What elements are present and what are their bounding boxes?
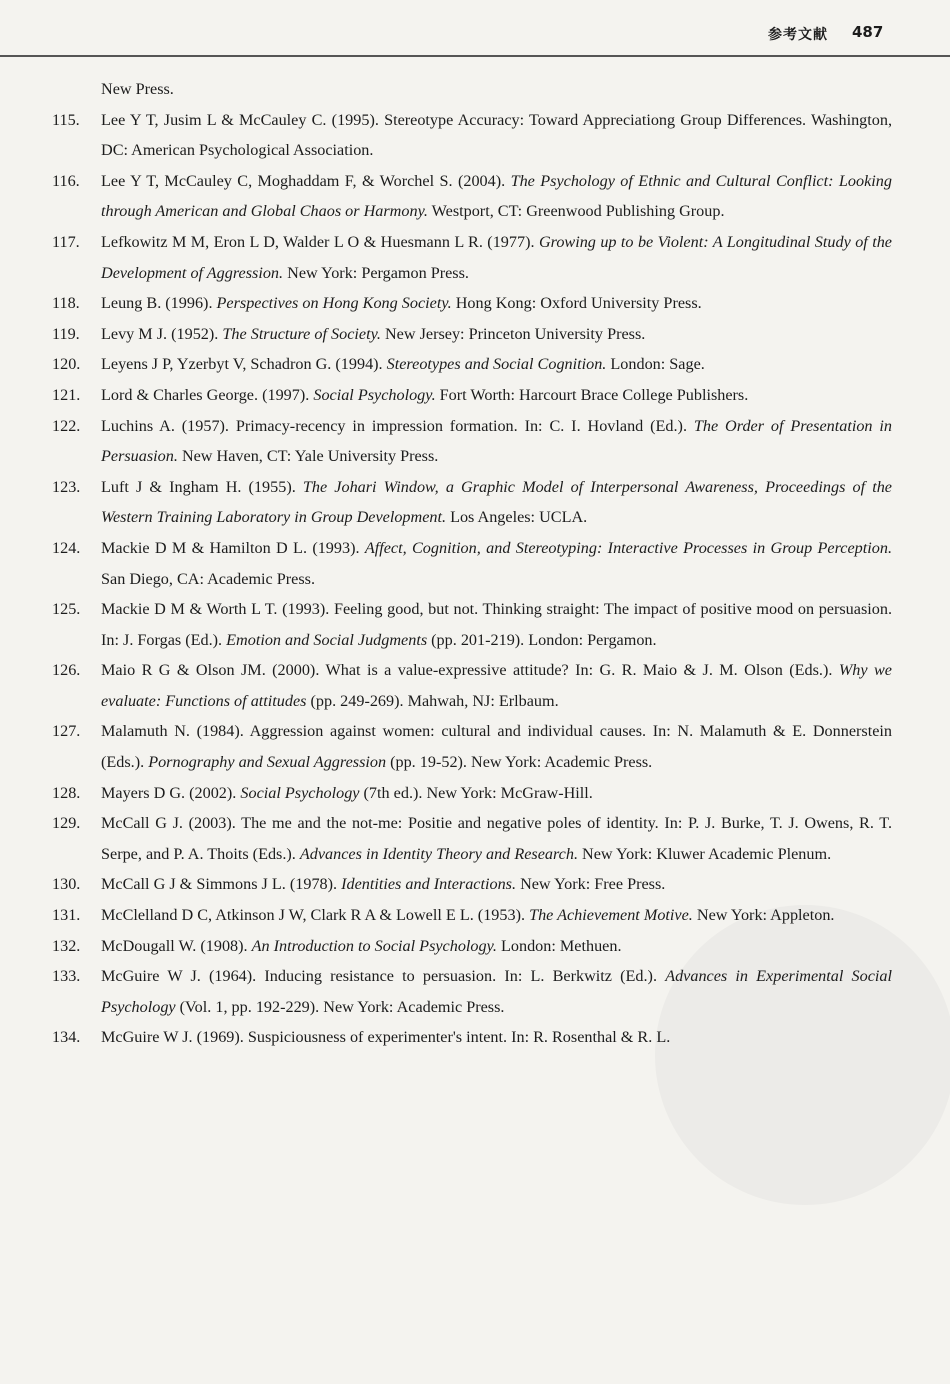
reference-number: 119. bbox=[52, 324, 80, 343]
reference-entry bbox=[52, 411, 892, 472]
reference-text bbox=[101, 417, 892, 466]
reference-title: Perspectives on Hong Kong Society. bbox=[216, 294, 452, 313]
reference-title: Stereotypes and Social Cognition. bbox=[386, 355, 607, 374]
reference-text bbox=[101, 967, 892, 1016]
reference-publisher: (pp. 201-219). London: Pergamon. bbox=[427, 630, 657, 649]
reference-publisher: New Haven, CT: Yale University Press. bbox=[177, 447, 439, 466]
reference-text: New Press. bbox=[101, 80, 174, 98]
reference-authors: Luft J & Ingham H. (1955). bbox=[101, 477, 303, 496]
header-rule bbox=[0, 55, 950, 57]
reference-number: 124. bbox=[52, 538, 81, 557]
reference-title: The Order of Presentation in Persuasion. bbox=[101, 416, 892, 466]
reference-entry bbox=[52, 349, 892, 380]
reference-authors: McCall G J. (2003). The me and the not-me: Positie and negative poles of identity. In: P. J. Burke, T. J. Owens, R. T. Serpe, and P. A. Thoits (Eds.). bbox=[101, 814, 892, 863]
reference-number: 126. bbox=[52, 661, 81, 680]
reference-entry bbox=[52, 74, 892, 105]
reference-entry bbox=[52, 227, 892, 288]
reference-authors: Luchins A. (1957). Primacy-recency in impression formation. In: C. I. Hovland (Ed.). bbox=[101, 416, 694, 435]
reference-publisher: New York: Appleton. bbox=[692, 906, 835, 925]
reference-entry bbox=[52, 655, 892, 716]
reference-number: 123. bbox=[52, 477, 81, 496]
reference-authors: McGuire W J. (1964). Inducing resistance to persuasion. In: L. Berkwitz (Ed.). bbox=[101, 967, 666, 986]
reference-number: 115. bbox=[52, 110, 80, 129]
reference-text bbox=[101, 233, 892, 282]
reference-authors: Mackie D M & Hamilton D L. (1993). bbox=[101, 538, 365, 557]
reference-number: 125. bbox=[52, 600, 81, 619]
reference-authors: Mayers D G. (2002). bbox=[101, 783, 241, 802]
reference-entry bbox=[52, 716, 892, 777]
reference-title: Emotion and Social Judgments bbox=[226, 630, 428, 649]
reference-number: 121. bbox=[52, 385, 81, 404]
reference-publisher: New York: Pergamon Press. bbox=[283, 263, 469, 282]
reference-number: 134. bbox=[52, 1028, 81, 1047]
reference-authors: Levy M J. (1952). bbox=[101, 324, 223, 343]
reference-number: 122. bbox=[52, 416, 81, 435]
reference-title: Identities and Interactions. bbox=[341, 875, 517, 894]
reference-publisher: New York: Free Press. bbox=[516, 875, 666, 894]
reference-text bbox=[101, 722, 892, 771]
reference-entry bbox=[52, 166, 892, 227]
reference-number: 133. bbox=[52, 967, 81, 986]
reference-authors: Leyens J P, Yzerbyt V, Schadron G. (1994). bbox=[101, 355, 387, 374]
reference-authors: McCall G J & Simmons J L. (1978). bbox=[101, 875, 342, 894]
reference-text bbox=[101, 784, 593, 802]
reference-title: Growing up to be Violent: A Longitudinal Study of the Development of Aggression. bbox=[101, 232, 892, 282]
reference-entry bbox=[52, 931, 892, 962]
reference-authors: Lee Y T, McCauley C, Moghaddam F, & Worchel S. (2004). bbox=[101, 171, 511, 190]
reference-title: The Achievement Motive. bbox=[529, 906, 693, 925]
reference-publisher: New York: Kluwer Academic Plenum. bbox=[578, 844, 832, 863]
reference-text: Lee Y T, Jusim L & McCauley C. (1995). Stereotype Accuracy: Toward Appreciationg Group Differences. Washington, DC: American Psychological Association. bbox=[101, 110, 892, 160]
reference-number: 117. bbox=[52, 232, 80, 251]
reference-entry bbox=[52, 778, 892, 809]
reference-authors: Maio R G & Olson JM. (2000). What is a value-expressive attitude? In: G. R. Maio & J. M. Olson (Eds.). bbox=[101, 661, 839, 680]
reference-publisher: New Jersey: Princeton University Press. bbox=[380, 324, 646, 343]
reference-text bbox=[101, 906, 834, 924]
reference-text bbox=[101, 937, 622, 955]
reference-number: 120. bbox=[52, 355, 81, 374]
reference-entry bbox=[52, 594, 892, 655]
reference-publisher: London: Methuen. bbox=[496, 936, 622, 955]
reference-publisher: San Diego, CA: Academic Press. bbox=[101, 569, 316, 588]
reference-text bbox=[101, 814, 892, 863]
reference-publisher: Hong Kong: Oxford University Press. bbox=[451, 294, 702, 313]
reference-publisher: Westport, CT: Greenwood Publishing Group. bbox=[427, 202, 725, 221]
reference-publisher: London: Sage. bbox=[606, 355, 705, 374]
reference-publisher: (pp. 249-269). Mahwah, NJ: Erlbaum. bbox=[306, 691, 559, 710]
reference-entry bbox=[52, 961, 892, 1022]
reference-number: 132. bbox=[52, 936, 81, 955]
reference-text bbox=[101, 600, 892, 649]
reference-entry bbox=[52, 288, 892, 319]
reference-text bbox=[101, 875, 665, 893]
reference-text bbox=[101, 539, 892, 588]
reference-text bbox=[101, 172, 892, 221]
reference-list bbox=[52, 74, 892, 1053]
reference-number: 128. bbox=[52, 783, 81, 802]
reference-number: 127. bbox=[52, 722, 81, 741]
reference-entry bbox=[52, 105, 892, 166]
reference-title: An Introduction to Social Psychology. bbox=[251, 936, 497, 955]
reference-text bbox=[101, 478, 892, 527]
header-title: 参考文献 bbox=[768, 27, 828, 43]
reference-title: The Johari Window, a Graphic Model of Interpersonal Awareness, Proceedings of the Western Training Laboratory in Group Development. bbox=[101, 477, 892, 527]
reference-number: 129. bbox=[52, 814, 81, 833]
reference-text bbox=[101, 386, 748, 404]
reference-entry bbox=[52, 869, 892, 900]
reference-number: 130. bbox=[52, 875, 81, 894]
reference-number: 131. bbox=[52, 906, 81, 925]
reference-publisher: Fort Worth: Harcourt Brace College Publishers. bbox=[435, 385, 749, 404]
reference-title: Social Psychology bbox=[240, 783, 360, 802]
reference-authors: McClelland D C, Atkinson J W, Clark R A & Lowell E L. (1953). bbox=[101, 906, 530, 925]
reference-authors: Leung B. (1996). bbox=[101, 294, 217, 313]
reference-text bbox=[101, 325, 645, 343]
reference-title: Affect, Cognition, and Stereotyping: Interactive Processes in Group Perception. bbox=[364, 538, 892, 557]
reference-publisher: (7th ed.). New York: McGraw-Hill. bbox=[359, 783, 593, 802]
reference-authors: Mackie D M & Worth L T. (1993). Feeling good, but not. Thinking straight: The impact of positive mood on persuasion. In: J. Forgas (Ed.). bbox=[101, 600, 892, 649]
reference-text: McGuire W J. (1969). Suspiciousness of experimenter's intent. In: R. Rosenthal & R. L. bbox=[101, 1028, 671, 1047]
page-number: 487 bbox=[852, 23, 884, 41]
page-header bbox=[0, 0, 950, 56]
reference-authors: McDougall W. (1908). bbox=[101, 936, 252, 955]
reference-title: Why we evaluate: Functions of attitudes bbox=[101, 661, 892, 710]
reference-text bbox=[101, 294, 702, 312]
reference-authors: Malamuth N. (1984). Aggression against women: cultural and individual causes. In: N. Malamuth & E. Donnerstein (Eds.). bbox=[101, 722, 892, 772]
reference-entry bbox=[52, 472, 892, 533]
reference-entry bbox=[52, 808, 892, 869]
reference-text bbox=[101, 661, 892, 710]
reference-entry bbox=[52, 1022, 892, 1053]
reference-title: Advances in Identity Theory and Research. bbox=[299, 844, 578, 863]
reference-entry bbox=[52, 319, 892, 350]
reference-title: Advances in Experimental Social Psychology bbox=[101, 967, 893, 1016]
reference-number: 116. bbox=[52, 171, 80, 190]
reference-entry bbox=[52, 900, 892, 931]
reference-title: Pornography and Sexual Aggression bbox=[148, 753, 387, 772]
reference-entry bbox=[52, 380, 892, 411]
reference-text bbox=[101, 355, 705, 373]
reference-publisher: (Vol. 1, pp. 192-229). New York: Academic Press. bbox=[175, 997, 505, 1016]
reference-title: The Structure of Society. bbox=[222, 324, 381, 343]
reference-title: Social Psychology. bbox=[313, 385, 436, 404]
reference-title: The Psychology of Ethnic and Cultural Conflict: Looking through American and Global Chaos or Harmony. bbox=[101, 171, 892, 221]
reference-authors: Lord & Charles George. (1997). bbox=[101, 385, 314, 404]
reference-publisher: Los Angeles: UCLA. bbox=[446, 508, 588, 527]
reference-number: 118. bbox=[52, 294, 80, 313]
reference-authors: Lefkowitz M M, Eron L D, Walder L O & Huesmann L R. (1977). bbox=[101, 232, 539, 251]
reference-entry bbox=[52, 533, 892, 594]
reference-publisher: (pp. 19-52). New York: Academic Press. bbox=[386, 753, 653, 772]
